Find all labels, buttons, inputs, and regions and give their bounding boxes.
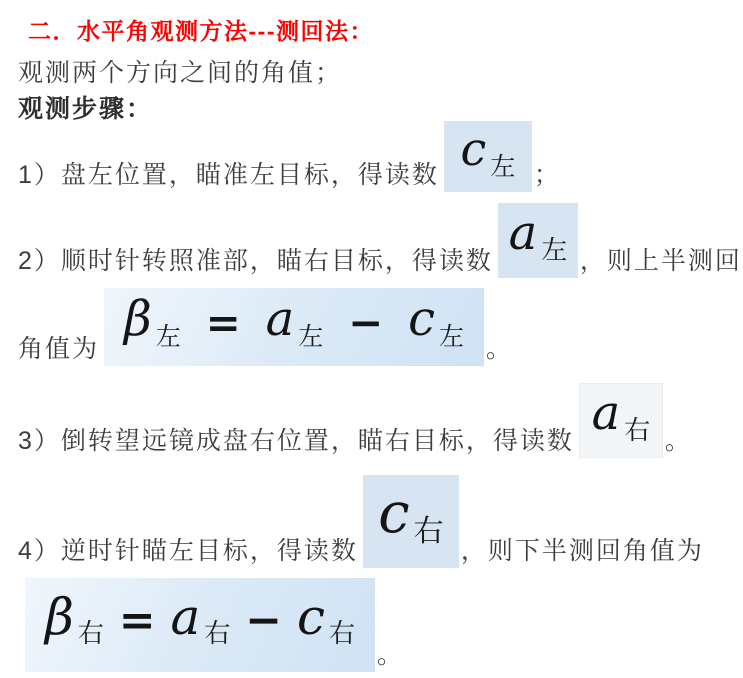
formula-a-left-image: [498, 203, 578, 278]
step-4-suffix: ，则下半测回角值为: [460, 536, 704, 565]
formula-a-right-image: [579, 383, 663, 458]
formula-variable: a: [508, 204, 538, 261]
step-2-row: [18, 203, 742, 278]
step-3-row: [18, 383, 692, 458]
lower-equation-row: [25, 578, 404, 672]
equals-operator: =: [205, 298, 241, 347]
formula-c-left-image: [444, 121, 532, 192]
formula-variable: c: [460, 121, 487, 176]
lower-equation-period: 。: [377, 640, 405, 669]
formula-subscript: 左: [155, 321, 181, 351]
formula-subscript: 左: [438, 321, 464, 351]
minus-operator: −: [348, 298, 384, 347]
equation-term: [170, 588, 231, 650]
equation-term: [265, 291, 324, 351]
step-3-suffix: 。: [664, 426, 692, 455]
equals-operator: =: [118, 595, 156, 646]
intro-text: 观测两个方向之间的角值；: [18, 59, 343, 87]
formula-variable: a: [591, 384, 621, 441]
steps-heading: 观测步骤：: [18, 95, 154, 123]
formula-variable: a: [170, 588, 201, 646]
upper-equation-lead: 角值为: [18, 334, 100, 363]
step-4-row: [18, 475, 704, 568]
step-2-text: 2）顺时针转照准部，瞄右目标，得读数: [18, 246, 493, 275]
step-4-text: 4）逆时针瞄左目标，得读数: [18, 536, 358, 565]
formula-subscript: 右: [77, 619, 104, 649]
upper-equation-period: 。: [486, 334, 514, 363]
section-title: 二．水平角观测方法---测回法：: [28, 18, 374, 44]
step-1-row: [18, 121, 561, 192]
upper-equation-row: [18, 288, 513, 366]
step-2-suffix: ，则上半测回: [579, 246, 742, 275]
formula-subscript: 左: [298, 321, 324, 351]
step-1-suffix: ；: [533, 160, 561, 189]
formula-c-right-image: [363, 475, 459, 568]
formula-subscript: 右: [204, 619, 231, 649]
formula-subscript: 右: [413, 513, 444, 549]
formula-variable: c: [408, 291, 435, 347]
equation-term: [45, 588, 104, 650]
formula-variable: β: [124, 291, 152, 347]
equation-term: [408, 291, 464, 351]
formula-variable: a: [265, 291, 295, 347]
formula-variable: c: [296, 588, 325, 646]
equation-term: [296, 588, 355, 650]
formula-subscript: 右: [624, 415, 651, 446]
formula-variable: β: [45, 588, 74, 646]
formula-subscript: 左: [490, 152, 516, 181]
formula-lower-half-equation-image: [25, 578, 375, 672]
equation-term: [124, 291, 181, 351]
step-3-text: 3）倒转望远镜成盘右位置，瞄右目标，得读数: [18, 426, 574, 455]
minus-operator: −: [245, 595, 283, 646]
step-1-text: 1）盘左位置，瞄准左目标，得读数: [18, 160, 439, 189]
formula-variable: c: [378, 480, 410, 546]
formula-upper-half-equation-image: [104, 288, 484, 366]
formula-subscript: 右: [328, 619, 355, 649]
formula-subscript: 左: [541, 235, 568, 266]
